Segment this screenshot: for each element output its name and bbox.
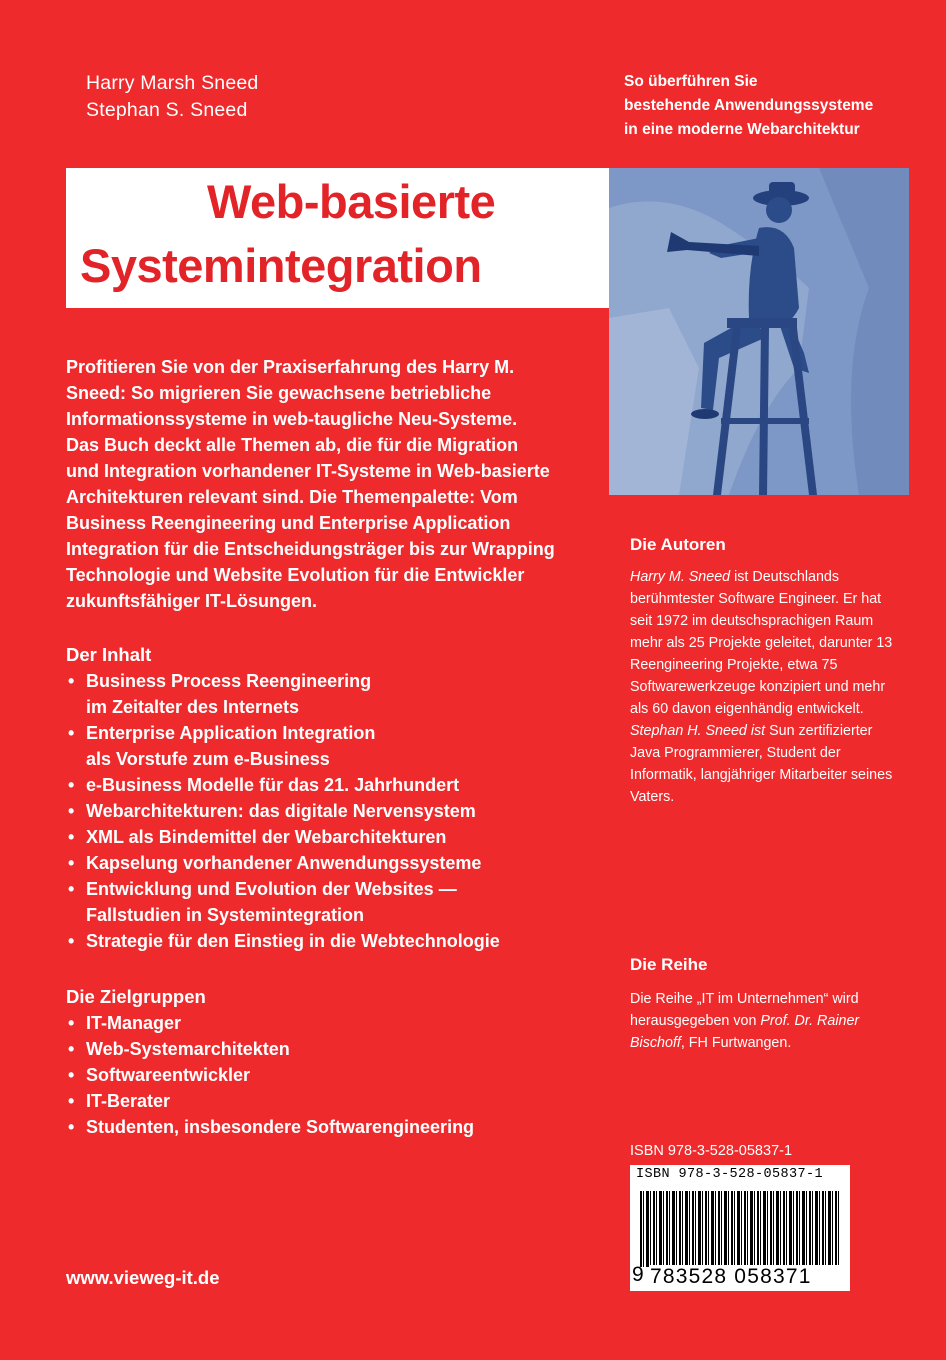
zielgruppen-list [66, 1010, 596, 1140]
barcode-isbn: ISBN 978-3-528-05837-1 [636, 1167, 824, 1182]
tagline-line: bestehende Anwendungssysteme [624, 97, 874, 114]
bullet-icon: • [68, 1117, 75, 1137]
autoren-heading: Die Autoren [630, 535, 726, 554]
barcode-bars [640, 1191, 840, 1267]
bullet-icon: • [68, 879, 75, 899]
intro-line: Business Reengineering und Enterprise Application [66, 513, 511, 533]
trumpet-player-illustration [609, 168, 909, 495]
bullet-icon: • [68, 931, 75, 951]
intro-line: Das Buch deckt alle Themen ab, die für die Migration [66, 435, 519, 455]
bullet-icon: • [68, 827, 75, 847]
title-box [66, 168, 609, 308]
intro-line: Technologie und Website Evolution für die Entwickler [66, 565, 525, 585]
list-item: • Kapselung vorhandener Anwendungssysteme [66, 850, 596, 876]
list-item: • XML als Bindemittel der Webarchitekturen [66, 824, 596, 850]
list-item: • IT-Manager [66, 1010, 596, 1036]
list-item: • Entwicklung und Evolution der Websites — Fallstudien in Systemintegration [66, 876, 596, 928]
list-item: • IT-Berater [66, 1088, 596, 1114]
bullet-icon: • [68, 723, 75, 743]
zielgruppen-heading: Die Zielgruppen [66, 986, 206, 1007]
intro-line: Sneed: So migrieren Sie gewachsene betriebliche [66, 383, 492, 403]
list-item: • Strategie für den Einstieg in die Webtechnologie [66, 928, 596, 954]
reihe-text: Die Reihe „IT im Unternehmen“ wird herausgegeben von Prof. Dr. Rainer Bischoff, FH Furtwangen. [630, 991, 860, 1051]
tagline-line: So überführen Sie [624, 73, 758, 90]
intro-line: Integration für die Entscheidungsträger bis zur Wrapping [66, 539, 555, 559]
list-item: • Studenten, insbesondere Softwarengineering [66, 1114, 596, 1140]
tagline [624, 70, 924, 142]
list-item: • Web-Systemarchitekten [66, 1036, 596, 1062]
barcode-digits: 783528 058371 [650, 1265, 840, 1289]
title-line-1: Web-basierte [207, 175, 496, 228]
bullet-icon: • [68, 801, 75, 821]
tagline-line: in eine moderne Webarchitektur [624, 121, 860, 138]
list-item: • e-Business Modelle für das 21. Jahrhundert [66, 772, 596, 798]
intro-line: Profitieren Sie von der Praxiserfahrung des Harry M. [66, 357, 515, 377]
bullet-icon: • [68, 1039, 75, 1059]
intro-line: und Integration vorhandener IT-Systeme in Web-basierte [66, 461, 550, 481]
barcode-first-digit: 9 [632, 1263, 644, 1286]
author-name-2: Stephan H. Sneed ist [630, 723, 766, 739]
title-line-2: Systemintegration [80, 239, 482, 292]
author-name-1: Harry M. Sneed [630, 569, 731, 585]
intro-line: Informationssysteme in web-taugliche Neu-Systeme. [66, 409, 518, 429]
reihe-heading: Die Reihe [630, 955, 708, 974]
publisher-url[interactable]: www.vieweg-it.de [66, 1267, 220, 1288]
autoren-text: Harry M. Sneed ist Deutschlands berühmtester Software Engineer. Er hat seit 1972 im deutschsprachigen Raum mehr als 25 Projekte geleitet, darunter 13 Reengineering Projekte, etwa 75 Softwarewerkzeuge konzipiert und mehr als 60 davon eigenhändig entwickelt. Stephan H. Sneed ist Sun zertifizierter Java Programmierer, Student der Informatik, langjähriger Mitarbeiter seines Vaters. [630, 569, 893, 805]
bullet-icon: • [68, 775, 75, 795]
intro-line: zukunftsfähiger IT-Lösungen. [66, 591, 317, 611]
inhalt-heading: Der Inhalt [66, 644, 152, 665]
author-1: Harry Marsh Sneed [86, 72, 259, 94]
series-editor: Prof. Dr. Rainer Bischoff [630, 1013, 860, 1051]
author-names [86, 70, 258, 124]
bullet-icon: • [68, 853, 75, 873]
intro-paragraph [66, 354, 596, 614]
list-item: • Webarchitekturen: das digitale Nervensystem [66, 798, 596, 824]
bullet-icon: • [68, 1013, 75, 1033]
intro-line: Architekturen relevant sind. Die Themenpalette: Vom [66, 487, 518, 507]
list-item: • Business Process Reengineering im Zeitalter des Internets [66, 668, 596, 720]
isbn-label: ISBN 978-3-528-05837-1 [630, 1143, 793, 1159]
bullet-icon: • [68, 671, 75, 691]
list-item: • Softwareentwickler [66, 1062, 596, 1088]
inhalt-list [66, 668, 596, 954]
bullet-icon: • [68, 1091, 75, 1111]
isbn-barcode [630, 1165, 850, 1291]
trumpet-player-photo [609, 168, 909, 495]
list-item: • Enterprise Application Integration als Vorstufe zum e-Business [66, 720, 596, 772]
author-2: Stephan S. Sneed [86, 99, 248, 121]
bullet-icon: • [68, 1065, 75, 1085]
